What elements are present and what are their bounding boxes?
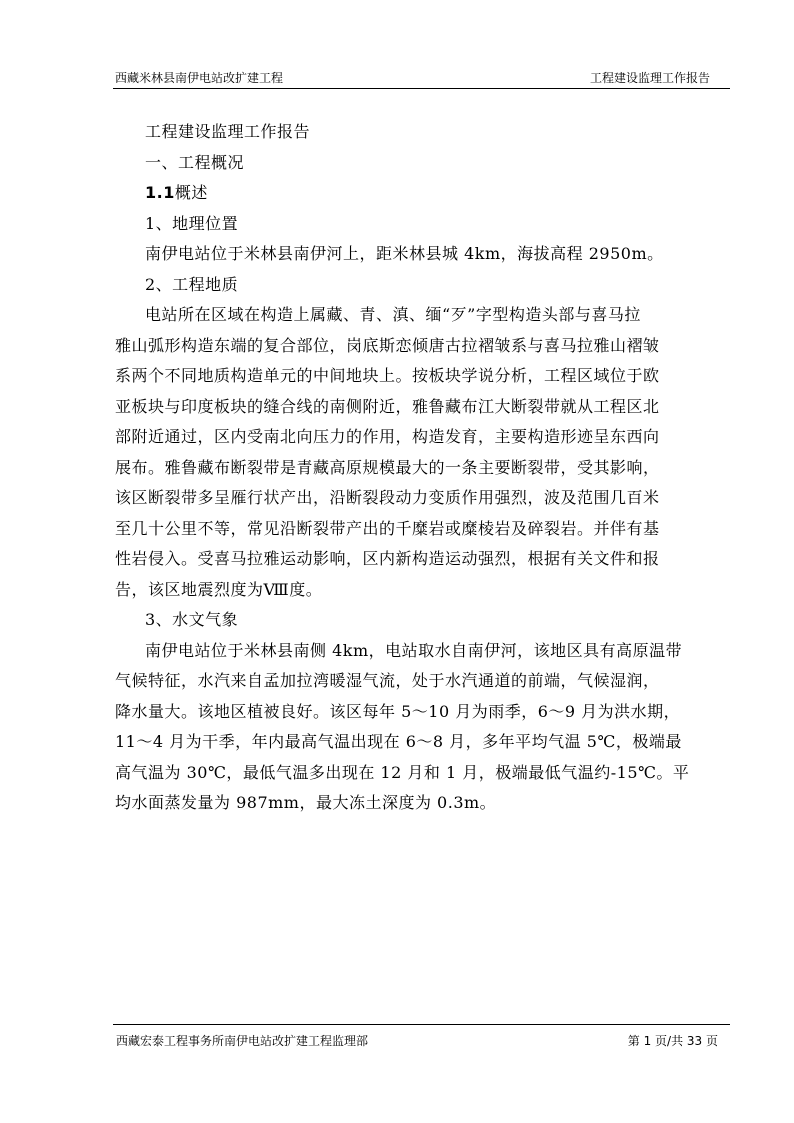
hydrology-paragraph [115,636,727,819]
section-title: 概述 [174,183,208,202]
hydrology-line: 高气温为 30℃，最低气温多出现在 12 月和 1 月，极端最低气温约-15℃。平 [115,762,690,782]
geology-line: 亚板块与印度板块的缝合线的南侧附近，雅鲁藏布江大断裂带就从工程区北 [115,396,660,416]
section-number: 1.1 [145,183,175,202]
item-heading-geology: 2、工程地质 [145,274,239,294]
header-report-title: 工程建设监理工作报告 [589,71,710,85]
hydrology-line: 降水量大。该地区植被良好。该区每年 5～10 月为雨季，6～9 月为洪水期， [115,701,681,721]
geology-line: 该区断裂带多呈雁行状产出，沿断裂段动力变质作用强烈，波及范围几百米 [115,488,660,507]
geology-line: 雅山弧形构造东端的复合部位，岗底斯恋倾唐古拉褶皱系与喜马拉雅山褶皱 [115,335,660,355]
geology-line: 性岩侵入。受喜马拉雅运动影响，区内新构造运动强烈，根据有关文件和报 [115,549,660,568]
hydrology-line: 均水面蒸发量为 987mm，最大冻土深度为 0.3m。 [115,793,497,812]
geology-line: 部附近通过，区内受南北向压力的作用，构造发育，主要构造形迹呈东西向 [115,427,660,446]
hydrology-line: 南伊电站位于米林县南侧 4km，电站取水自南伊河，该地区具有高原温带 [145,640,683,660]
header-project-name: 西藏米林县南伊电站改扩建工程 [115,71,284,85]
geology-line: 告，该区地震烈度为Ⅷ度。 [115,579,323,599]
geology-line: 展布。雅鲁藏布断裂带是青藏高原规模最大的一条主要断裂带，受其影响， [115,457,660,477]
location-paragraph: 南伊电站位于米林县南伊河上，距米林县城 4km，海拔高程 2950m。 [145,244,664,263]
section-heading-1-1 [115,178,727,209]
geology-line: 系两个不同地质构造单元的中间地块上。按板块学说分析，工程区域位于欧 [115,366,660,385]
geology-line: 至几十公里不等，常见沿断裂带产出的千糜岩或糜棱岩及碎裂岩。并伴有基 [115,518,660,538]
document-body [115,117,727,819]
geology-paragraph [115,300,727,605]
item-heading-location: 1、地理位置 [145,213,239,233]
hydrology-line: 11～4 月为干季，年内最高气温出现在 6～8 月，多年平均气温 5℃，极端最 [115,732,682,751]
page-footer [113,1024,730,1047]
geology-line: 电站所在区域在构造上属藏、青、滇、缅“歹”字型构造头部与喜马拉 [145,305,641,324]
footer-page-number: 第 1 页/共 33 页 [627,1034,718,1048]
page-header [113,68,730,89]
item-heading-hydrology: 3、水文气象 [145,610,239,629]
document-title: 工程建设监理工作报告 [145,122,311,141]
footer-organization: 西藏宏泰工程事务所南伊电站改扩建工程监理部 [116,1034,369,1048]
hydrology-line: 气候特征，水汽来自孟加拉湾暖湿气流，处于水汽通道的前端，气候湿润， [115,671,660,690]
section-heading-1: 一、工程概况 [145,152,245,172]
